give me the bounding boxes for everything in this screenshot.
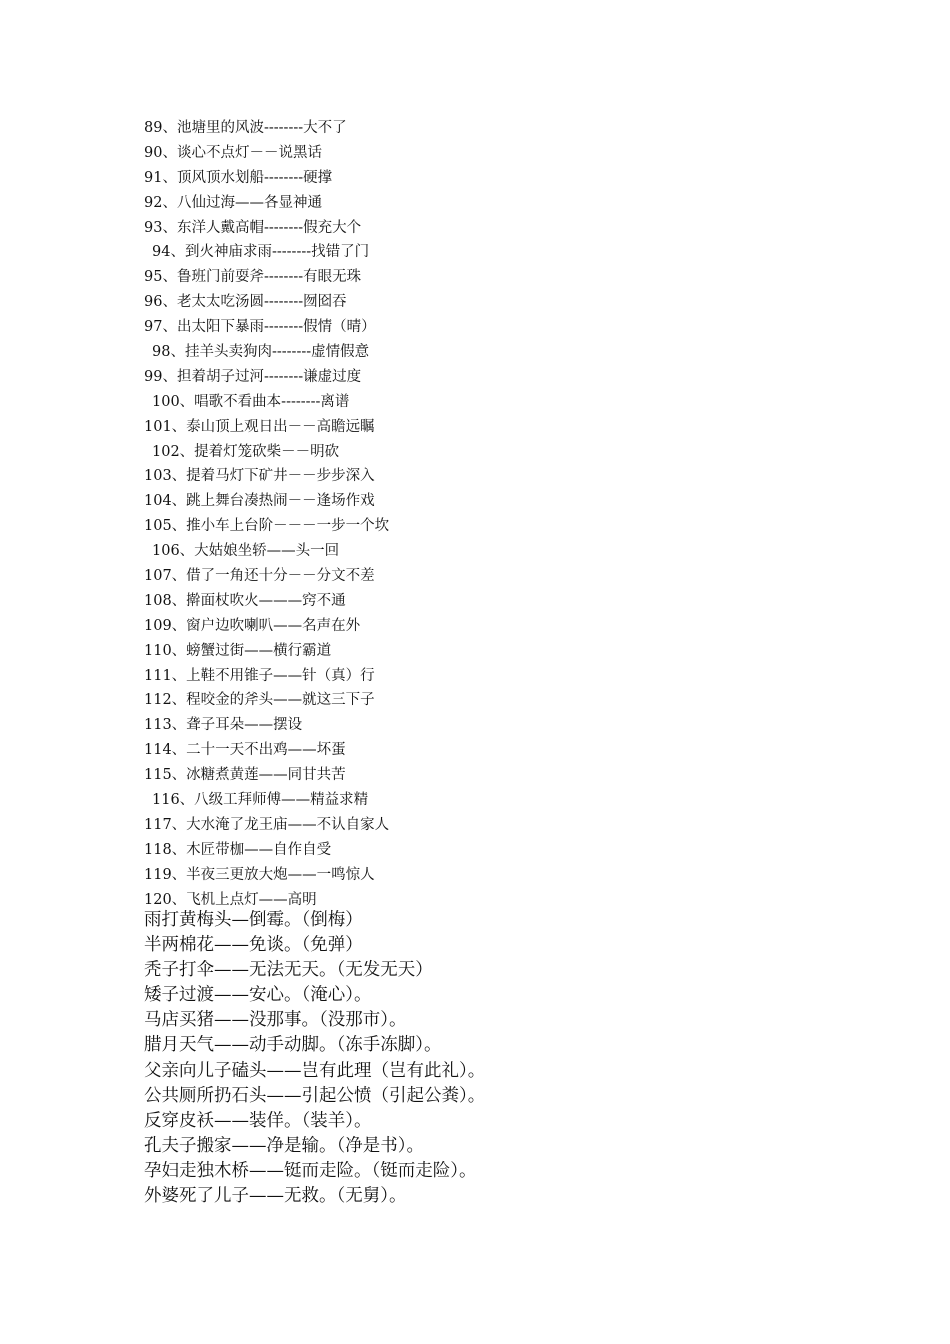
list-item: 110、螃蟹过街——横行霸道 (144, 642, 332, 659)
list-item: 115、冰糖煮黄莲——同甘共苦 (144, 767, 346, 784)
list-item: 119、半夜三更放大炮——一鸣惊人 (144, 866, 375, 883)
list-item: 102、提着灯笼砍柴－－明砍 (152, 443, 340, 460)
list-item: 101、泰山顶上观日出－－高瞻远瞩 (144, 418, 375, 435)
list-item: 反穿皮袄——装佯。（装羊）。 (144, 1110, 372, 1131)
list-item: 105、推小车上台阶－－－一步一个坎 (144, 518, 390, 535)
list-item: 114、二十一天不出鸡——坏蛋 (144, 742, 346, 759)
list-item: 117、大水淹了龙王庙——不认自家人 (144, 816, 390, 833)
list-item: 公共厕所扔石头——引起公愤（引起公粪）。 (144, 1085, 486, 1106)
list-item: 104、跳上舞台凑热闹－－逢场作戏 (144, 493, 375, 510)
list-item: 103、提着马灯下矿井－－步步深入 (144, 468, 375, 485)
list-item: 109、窗户边吹喇叭——名声在外 (144, 617, 361, 634)
list-item: 外婆死了儿子——无救。（无舅）。 (144, 1186, 407, 1207)
list-item: 120、飞机上点灯——高明 (144, 891, 317, 908)
list-item: 97、出太阳下暴雨--------假情（晴） (144, 319, 376, 336)
list-item: 94、到火神庙求雨--------找错了门 (152, 244, 370, 261)
list-item: 108、擀面杖吹火———窍不通 (144, 592, 346, 609)
list-item: 99、担着胡子过河--------谦虚过度 (144, 368, 362, 385)
pun-list (144, 908, 485, 1209)
list-item: 107、借了一角还十分－－分文不差 (144, 568, 375, 585)
list-item: 100、唱歌不看曲本--------离谱 (152, 393, 350, 410)
list-item: 93、东洋人戴高帽--------假充大个 (144, 219, 362, 236)
list-item: 雨打黄梅头—倒霉。（倒梅） (144, 910, 363, 930)
list-item: 92、八仙过海——各显神通 (144, 194, 322, 211)
list-item: 111、上鞋不用锥子——针（真）行 (144, 667, 375, 684)
list-item: 90、谈心不点灯－－说黑话 (144, 144, 322, 161)
list-item: 马店买猪——没那事。（没那市）。 (144, 1010, 407, 1031)
list-item: 91、顶风顶水划船--------硬撑 (144, 169, 333, 186)
list-item: 113、聋子耳朵——摆设 (144, 717, 303, 734)
list-item: 98、挂羊头卖狗肉--------虚情假意 (152, 344, 370, 361)
list-item: 父亲向儿子磕头——岂有此理（岂有此礼）。 (144, 1060, 486, 1081)
list-item: 孕妇走独木桥——铤而走险。（铤而走险）。 (144, 1160, 477, 1181)
list-item: 矮子过渡——安心。（淹心）。 (144, 985, 372, 1006)
list-item: 96、老太太吃汤圆--------囫囵吞 (144, 294, 347, 311)
list-item: 89、池塘里的风波--------大不了 (144, 120, 347, 136)
list-item: 95、鲁班门前耍斧--------有眼无珠 (144, 269, 362, 286)
list-item: 孔夫子搬家——净是输。（净是书）。 (144, 1135, 424, 1156)
list-item: 112、程咬金的斧头——就这三下子 (144, 692, 375, 709)
list-item: 116、八级工拜师傅——精益求精 (152, 792, 369, 809)
list-item: 腊月天气——动手动脚。（冻手冻脚）。 (144, 1035, 442, 1056)
list-item: 106、大姑娘坐轿——头一回 (152, 543, 340, 560)
list-item: 半两棉花——免谈。（免弹） (144, 935, 363, 956)
numbered-xiehouyu-list (144, 116, 389, 913)
list-item: 118、木匠带枷——自作自受 (144, 841, 332, 858)
list-item: 秃子打伞——无法无天。（无发无天） (144, 960, 433, 981)
